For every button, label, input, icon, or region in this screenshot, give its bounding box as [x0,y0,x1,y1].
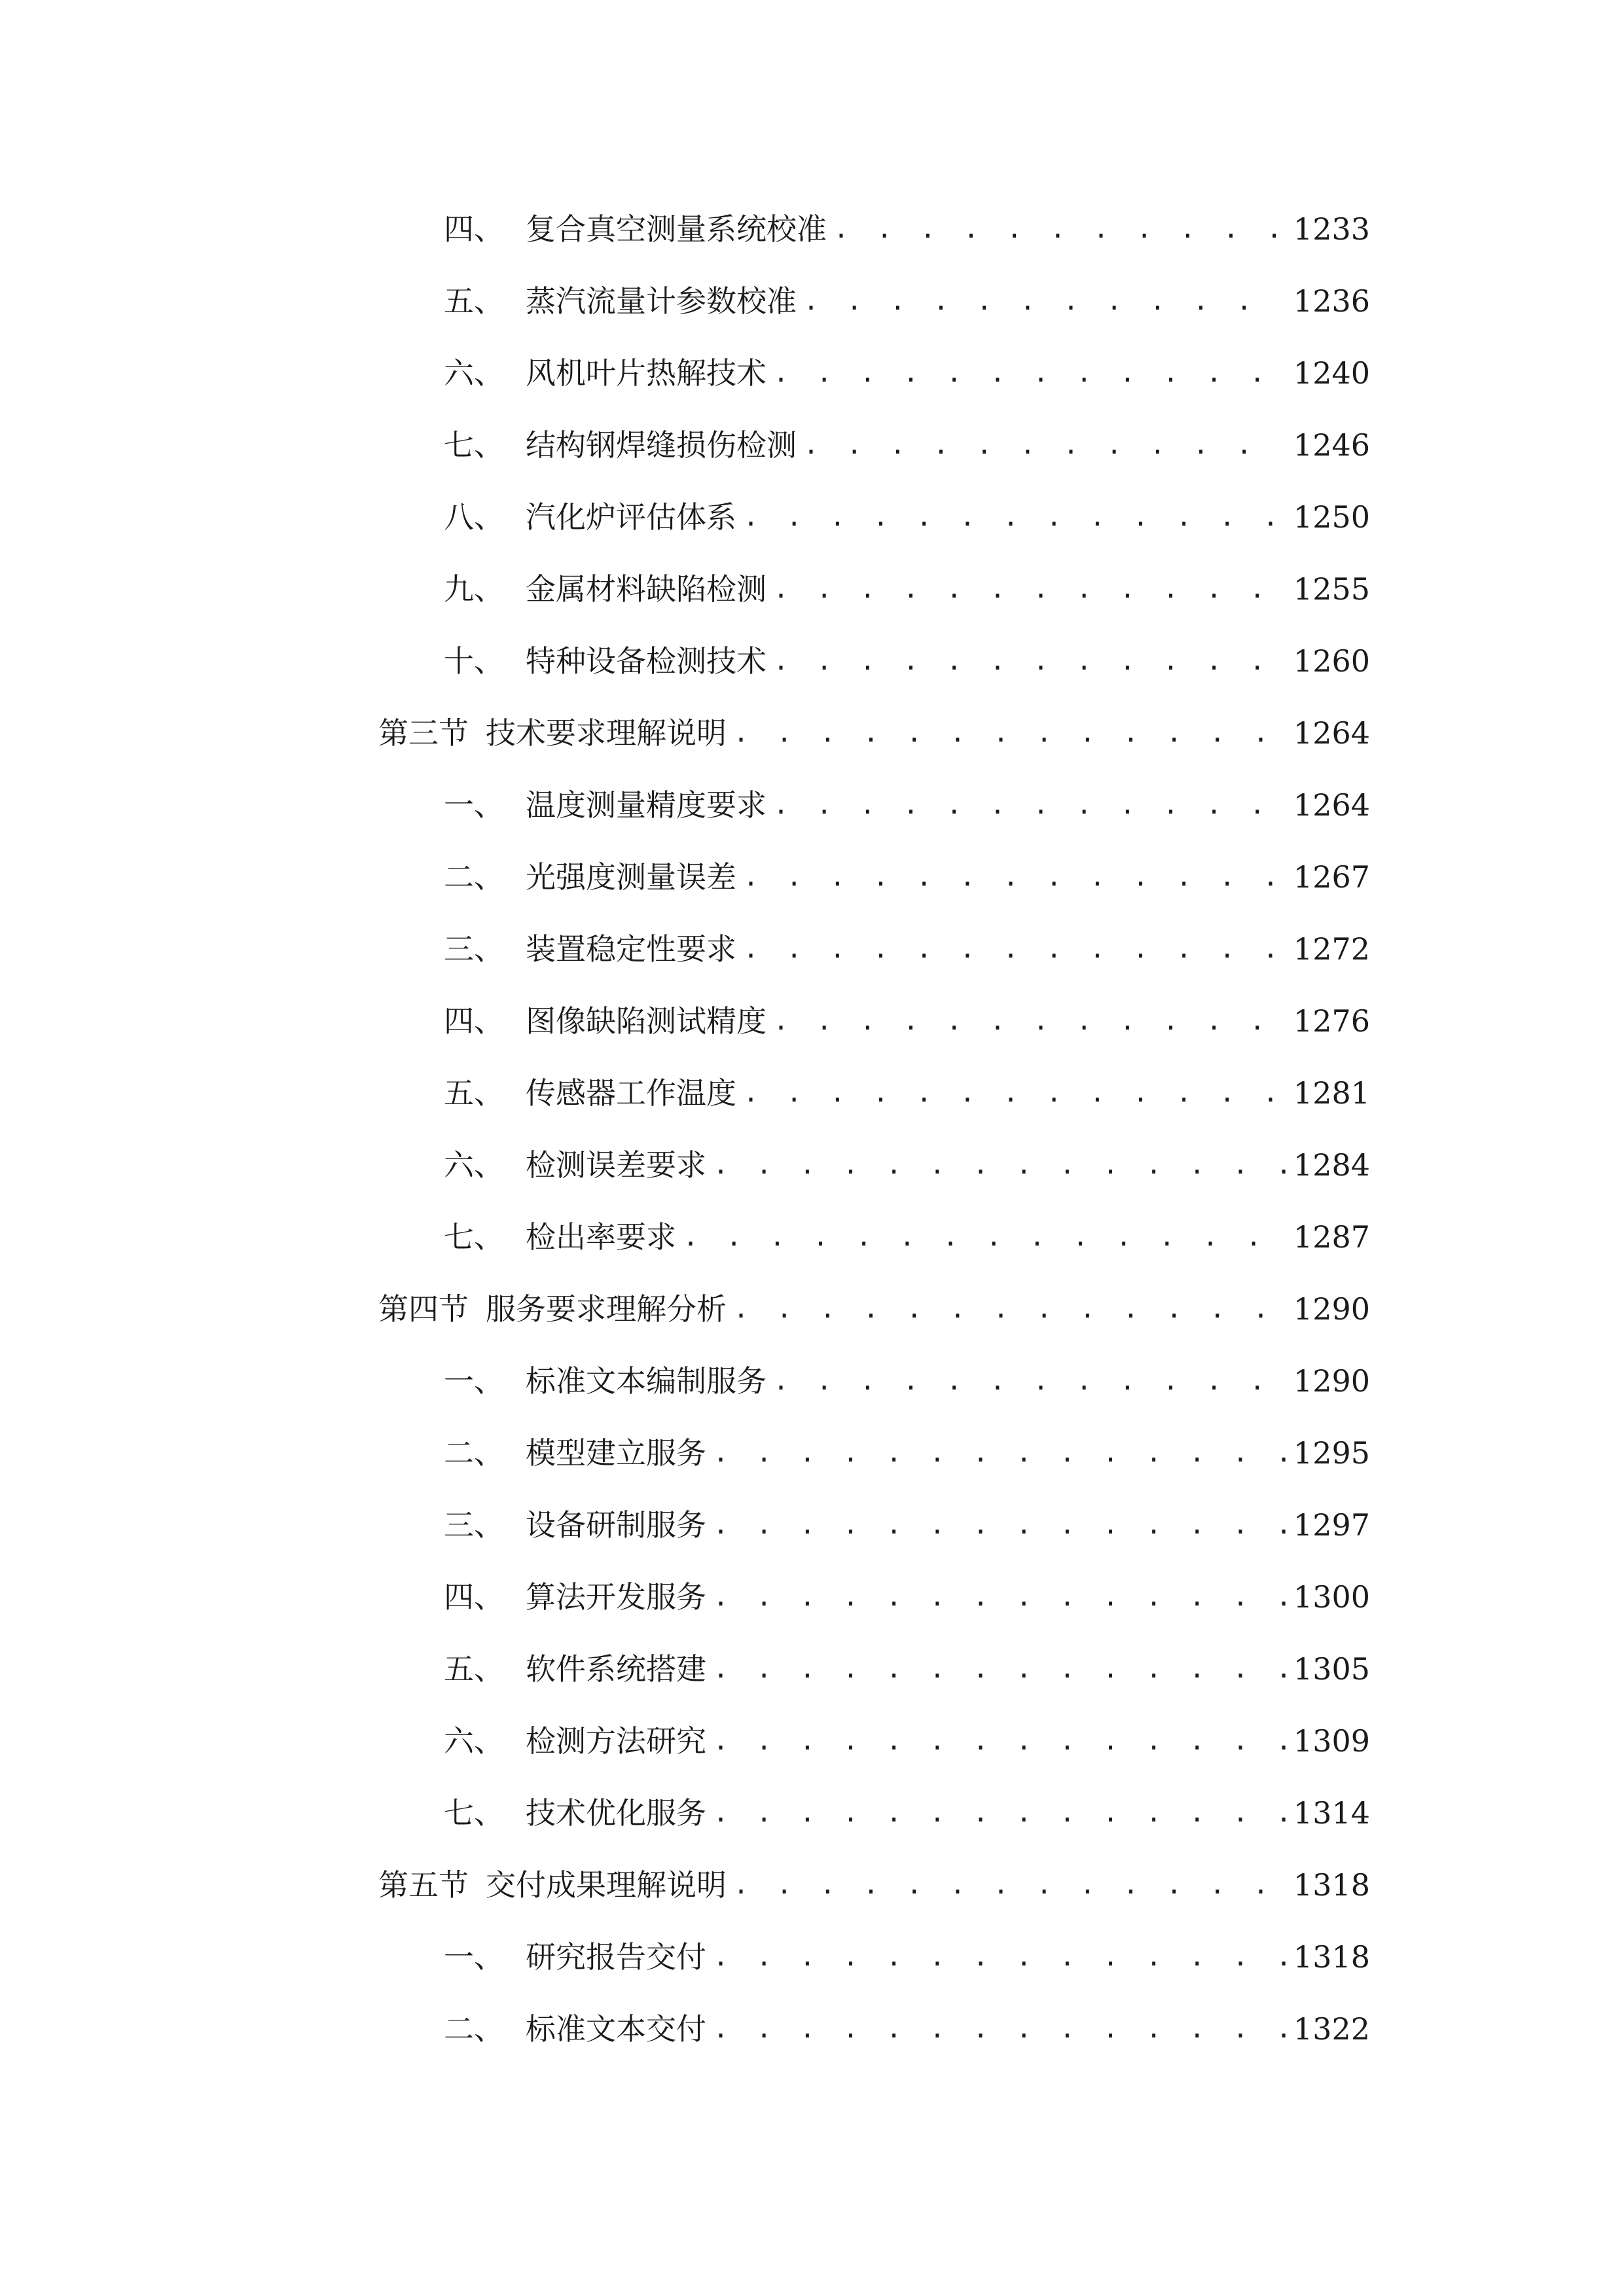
toc-entry-page: 1287 [1293,1219,1370,1255]
toc-dot-leader [743,1057,1286,1129]
toc-dot-leader [733,1849,1286,1921]
toc-entry-number: 五、 [444,283,504,319]
toc-dot-leader [713,1129,1286,1201]
toc-entry-title: 光强度测量误差 [526,859,736,895]
toc-dot-leader [773,985,1286,1057]
toc-entry-number: 一、 [444,787,504,823]
toc-dot-leader [773,625,1286,697]
toc-section-entry[interactable] [378,697,1370,769]
toc-entry-page: 1305 [1293,1651,1370,1687]
toc-entry-number: 七、 [444,1219,504,1255]
toc-entry-number: 一、 [444,1939,504,1975]
toc-entry-title: 特种设备检测技术 [526,643,767,679]
toc-entry[interactable] [444,1777,1370,1849]
toc-entry-title: 金属材料缺陷检测 [526,571,767,607]
toc-entry-number: 第三节 [378,715,469,751]
toc-entry[interactable] [444,841,1370,913]
toc-dot-leader [713,1705,1286,1777]
toc-entry-title: 算法开发服务 [526,1579,706,1615]
toc-entry-title: 汽化炉评估体系 [526,499,736,535]
toc-entry-number: 九、 [444,571,504,607]
toc-entry[interactable] [444,1201,1370,1273]
toc-entry-title: 检测方法研究 [526,1723,706,1759]
toc-entry-number: 一、 [444,1363,504,1399]
toc-entry-number: 七、 [444,1795,504,1831]
toc-entry[interactable] [444,1705,1370,1777]
toc-dot-leader [743,841,1286,913]
toc-entry-title: 结构钢焊缝损伤检测 [526,427,797,463]
toc-entry[interactable] [444,769,1370,841]
toc-entry-title: 装置稳定性要求 [526,931,736,967]
toc-entry[interactable] [444,409,1370,481]
toc-entry-number: 四、 [444,211,504,247]
toc-entry-page: 1240 [1293,355,1370,391]
toc-dot-leader [733,697,1286,769]
toc-dot-leader [833,193,1286,265]
toc-entry[interactable] [444,913,1370,985]
toc-entry-page: 1264 [1293,715,1370,751]
toc-entry-page: 1309 [1293,1723,1370,1759]
toc-entry-number: 四、 [444,1579,504,1615]
toc-entry[interactable] [444,985,1370,1057]
toc-entry-number: 二、 [444,1435,504,1471]
toc-entry-number: 七、 [444,427,504,463]
toc-dot-leader [713,1489,1286,1561]
toc-entry[interactable] [444,1633,1370,1705]
toc-entry-page: 1318 [1293,1939,1370,1975]
toc-entry[interactable] [444,265,1370,337]
toc-entry-title: 交付成果理解说明 [486,1867,727,1903]
toc-entry-page: 1236 [1293,283,1370,319]
toc-dot-leader [773,1345,1286,1417]
toc-entry-number: 五、 [444,1075,504,1111]
toc-entry-number: 十、 [444,643,504,679]
toc-dot-leader [713,1777,1286,1849]
toc-entry-title: 蒸汽流量计参数校准 [526,283,797,319]
toc-entry[interactable] [444,1345,1370,1417]
toc-entry-number: 二、 [444,859,504,895]
toc-dot-leader [773,553,1286,625]
toc-dot-leader [803,265,1286,337]
toc-entry-number: 四、 [444,1003,504,1039]
toc-entry-page: 1233 [1293,211,1370,247]
toc-entry-page: 1295 [1293,1435,1370,1471]
toc-dot-leader [683,1201,1286,1273]
toc-entry-page: 1255 [1293,571,1370,607]
toc-dot-leader [743,481,1286,553]
toc-entry-title: 标准文本交付 [526,2011,706,2047]
toc-dot-leader [713,1633,1286,1705]
toc-entry-number: 第五节 [378,1867,469,1903]
toc-entry-title: 模型建立服务 [526,1435,706,1471]
toc-entry-page: 1272 [1293,931,1370,967]
toc-entry-page: 1290 [1293,1291,1370,1327]
toc-entry-page: 1322 [1293,2011,1370,2047]
toc-entry-page: 1314 [1293,1795,1370,1831]
toc-dot-leader [743,913,1286,985]
toc-entry-number: 六、 [444,1723,504,1759]
toc-entry-title: 复合真空测量系统校准 [526,211,827,247]
toc-entry-title: 服务要求理解分析 [486,1291,727,1327]
toc-entry-page: 1260 [1293,643,1370,679]
toc-entry-title: 传感器工作温度 [526,1075,736,1111]
toc-dot-leader [733,1273,1286,1345]
toc-dot-leader [773,337,1286,409]
toc-entry[interactable] [444,337,1370,409]
toc-entry-number: 第四节 [378,1291,469,1327]
toc-entry-title: 图像缺陷测试精度 [526,1003,767,1039]
toc-dot-leader [713,1921,1286,1993]
toc-entry-title: 温度测量精度要求 [526,787,767,823]
toc-entry-number: 八、 [444,499,504,535]
toc-entry[interactable] [444,1489,1370,1561]
toc-entry-number: 二、 [444,2011,504,2047]
toc-entry[interactable] [444,1129,1370,1201]
toc-entry[interactable] [444,1921,1370,1993]
toc-entry-title: 检测误差要求 [526,1147,706,1183]
toc-section-entry[interactable] [378,1849,1370,1921]
toc-entry-page: 1264 [1293,787,1370,823]
toc-entry[interactable] [444,481,1370,553]
toc-entry-title: 技术优化服务 [526,1795,706,1831]
toc-entry-page: 1290 [1293,1363,1370,1399]
toc-entry-page: 1300 [1293,1579,1370,1615]
toc-entry[interactable] [444,1993,1370,2065]
toc-dot-leader [803,409,1286,481]
toc-entry-page: 1246 [1293,427,1370,463]
toc-entry-page: 1318 [1293,1867,1370,1903]
toc-entry-page: 1284 [1293,1147,1370,1183]
toc-entry-page: 1297 [1293,1507,1370,1543]
toc-entry[interactable] [444,1417,1370,1489]
toc-dot-leader [773,769,1286,841]
toc-entry-title: 软件系统搭建 [526,1651,706,1687]
toc-entry-title: 设备研制服务 [526,1507,706,1543]
toc-entry-page: 1276 [1293,1003,1370,1039]
toc-entry-number: 五、 [444,1651,504,1687]
toc-entry-page: 1250 [1293,499,1370,535]
toc-dot-leader [713,1417,1286,1489]
toc-entry-number: 六、 [444,355,504,391]
toc-entry-title: 技术要求理解说明 [486,715,727,751]
toc-entry-title: 研究报告交付 [526,1939,706,1975]
toc-entry[interactable] [444,553,1370,625]
toc-dot-leader [713,1993,1286,2065]
toc-entry[interactable] [444,1057,1370,1129]
toc-entry-page: 1281 [1293,1075,1370,1111]
toc-entry[interactable] [444,193,1370,265]
toc-section-entry[interactable] [378,1273,1370,1345]
toc-dot-leader [713,1561,1286,1633]
toc-entry[interactable] [444,1561,1370,1633]
toc-entry-page: 1267 [1293,859,1370,895]
toc-entry[interactable] [444,625,1370,697]
toc-entry-title: 标准文本编制服务 [526,1363,767,1399]
toc-entry-number: 六、 [444,1147,504,1183]
toc-entry-number: 三、 [444,1507,504,1543]
toc-entry-number: 三、 [444,931,504,967]
toc-entry-title: 风机叶片热解技术 [526,355,767,391]
toc-entry-title: 检出率要求 [526,1219,676,1255]
